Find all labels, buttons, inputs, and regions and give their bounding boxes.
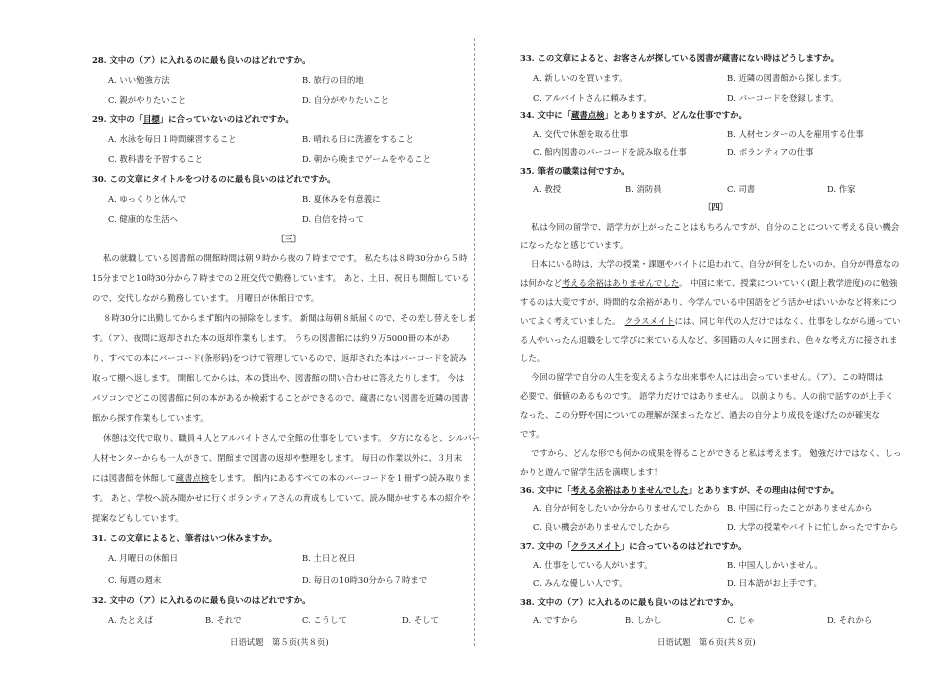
q30-option-d: D. 自信を持って bbox=[302, 214, 364, 224]
q35-option-c: C. 司書 bbox=[727, 184, 756, 194]
passage-line: ので、交代しながら勤務しています。 月曜日が休館日です。 bbox=[92, 293, 320, 303]
question-38-stem: 38. 文中の（ア）に入れるのに最も良いのはどれですか。 bbox=[520, 597, 739, 607]
q31-option-b: B. 土日と祝日 bbox=[302, 553, 356, 563]
q31-option-c: C. 毎週の週末 bbox=[108, 575, 162, 585]
q37-option-b: B. 中国人しかいません。 bbox=[727, 560, 823, 570]
q34-option-c: C. 館内図書のバーコードを読み取る仕事 bbox=[533, 147, 687, 157]
question-28-stem: 28. 文中の（ア）に入れるのに最も良いのはどれですか。 bbox=[92, 55, 311, 65]
passage-line: 提案などもしています。 bbox=[92, 513, 184, 523]
passage-line: なった、この分野や国についての理解が深まったなど、過去の自分より成長を遂げたのが確実な bbox=[520, 410, 880, 420]
passage-line: 日本にいる時は、大学の授業・課題やバイトに追われて、自分が何をしたいのか、自分が得意なの bbox=[531, 259, 900, 269]
passage-line: る人やいったん退職をして学びに来ている人など、多国籍の人々に囲まれ、色々な考え方に接されま bbox=[520, 335, 898, 345]
q28-option-d: D. 自分がやりたいこと bbox=[302, 95, 390, 105]
question-32-stem: 32. 文中の（ア）に入れるのに最も良いのはどれですか。 bbox=[92, 595, 311, 605]
passage-line: 必要で、価値のあるものです。 語学力だけではありません。 以前よりも、人の前で話すのが上手く bbox=[520, 391, 894, 401]
section-title-4: 〔四〕 bbox=[703, 202, 729, 212]
q35-option-d: D. 作家 bbox=[827, 184, 856, 194]
q36-option-d: D. 大学の授業やバイトに忙しかったですから bbox=[727, 522, 898, 532]
passage-line: いてよく考えていました。 クラスメイトには、同じ年代の人だけではなく、仕事をしながら通ってい bbox=[520, 316, 901, 326]
passage-line: 人材センターからも一人がきて、閉館まで図書の返却や整理をします。 毎日の作業以外に、３月末 bbox=[92, 453, 462, 463]
passage-line: 今回の留学で自分の人生を変えるような出来事や人には出会っていません。（ア）、この時間は bbox=[531, 372, 884, 382]
q28-option-b: B. 旅行の目的地 bbox=[302, 75, 364, 85]
q35-option-a: A. 教授 bbox=[533, 184, 562, 194]
q34-option-b: B. 人材センターの人を雇用する仕事 bbox=[727, 129, 864, 139]
question-36-stem: 36. 文中に「考える余裕はありませんでした」とありますが、その理由は何ですか。 bbox=[520, 485, 839, 495]
passage-line: 15分までと10時30分から７時までの２班交代で勤務しています。 あと、土日、祝日も開館している bbox=[92, 273, 470, 283]
passage-line: 休憩は交代で取り、職員４人とアルバイトさんで全館の仕事をしています。 夕方になると、シルバー bbox=[103, 433, 481, 443]
q32-option-d: D. そして bbox=[402, 615, 439, 625]
page-footer: 日语试题 第６页(共８页) bbox=[657, 637, 756, 647]
passage-line: は何かなど考える余裕はありませんでした。 中国に来て、授業についていく(跟上教学进度)のに勉強 bbox=[520, 278, 898, 288]
q36-option-a: A. 自分が何をしたいか分からりませんでしたから bbox=[533, 503, 721, 513]
passage-line: するのは大変ですが、時間的な余裕があり、今学んでいる中国語をどう活かせばいいかなど将来につ bbox=[520, 297, 897, 307]
q35-option-b: B. 消防員 bbox=[625, 184, 662, 194]
q36-option-b: B. 中国に行ったことがありませんから bbox=[727, 503, 873, 513]
question-31-stem: 31. この文章によると、筆者はいつ休みますか。 bbox=[92, 533, 277, 543]
q34-option-d: D. ボランティアの仕事 bbox=[727, 147, 814, 157]
underlined-term: 蔵書点検 bbox=[571, 110, 605, 120]
q33-option-a: A. 新しいのを買います。 bbox=[533, 73, 628, 83]
passage-line: です。 bbox=[520, 429, 545, 439]
passage-line: り、すべての本にバーコード(条形码)をつけて管理しているので、返却された本はバーコードを読み bbox=[92, 353, 467, 363]
q38-option-b: B. しかし bbox=[625, 615, 662, 625]
passage-line: になったなと感じています。 bbox=[520, 240, 629, 250]
q36-option-c: C. 良い機会がありませんでしたから bbox=[533, 522, 671, 532]
q33-option-b: B. 近隣の図書館から探します。 bbox=[727, 73, 847, 83]
right-page bbox=[475, 0, 950, 688]
q34-option-a: A. 交代で休憩を取る仕事 bbox=[533, 129, 629, 139]
passage-line: 私の就職している図書館の開館時間は朝９時から夜の７時までです。 私たちは８時30分から５時 bbox=[103, 253, 468, 263]
q28-option-c: C. 親がやりたいこと bbox=[108, 95, 187, 105]
passage-line: 館から探す作業もしています。 bbox=[92, 413, 209, 423]
q29-option-c: C. 教科書を予習すること bbox=[108, 154, 204, 164]
passage-line: ですから、どんな形でも何かの成果を得ることができると私は考えます。 勉強だけではなく、しっ bbox=[531, 448, 902, 458]
q32-option-b: B. それで bbox=[205, 615, 242, 625]
q30-option-b: B. 夏休みを有意義に bbox=[302, 194, 381, 204]
question-34-stem: 34. 文中に「蔵書点検」とありますが、どんな仕事ですか。 bbox=[520, 110, 747, 120]
passage-line: す。（ア）、夜間に返却された本の返却作業もします。 うちの図書館には約９万5000冊の本があ bbox=[92, 333, 450, 343]
underlined-term: クラスメイト bbox=[571, 541, 621, 551]
question-37-stem: 37. 文中の「クラスメイト」に合っているのはどれですか。 bbox=[520, 541, 747, 551]
q28-option-a: A. いい勉強方法 bbox=[108, 75, 170, 85]
q31-option-d: D. 毎日の10時30分から７時まで bbox=[302, 575, 428, 585]
underlined-term: 蔵書点検 bbox=[175, 473, 210, 483]
underlined-term: 考える余裕はありませんでした bbox=[571, 485, 689, 495]
q29-option-d: D. 朝から晩までゲームをやること bbox=[302, 154, 431, 164]
q30-option-a: A. ゆっくりと休んで bbox=[108, 194, 187, 204]
q30-option-c: C. 健康的な生活へ bbox=[108, 214, 179, 224]
q38-option-a: A. ですから bbox=[533, 615, 578, 625]
passage-line: には図書館を休館して蔵書点検をします。 館内にあるすべての本のバーコードを１冊ずつ読み取りま bbox=[92, 473, 471, 483]
passage-line: 取って棚へ返します。 開館してからは、本の貸出や、図書館の問い合わせに答えたりします。 今は bbox=[92, 373, 465, 383]
question-30-stem: 30. この文章にタイトルをつけるのに最も良いのはどれですか。 bbox=[92, 174, 336, 184]
passage-line: す。 あと、学校へ読み聞かせに行くボランティアさんの育成もしていて、読み聞かせする本の紹介や bbox=[92, 493, 471, 503]
q29-option-b: B. 晴れる日に洗濯をすること bbox=[302, 134, 414, 144]
underlined-term: 目標 bbox=[143, 114, 160, 124]
q38-option-d: D. それから bbox=[827, 615, 873, 625]
page-footer: 日语试题 第５页(共８页) bbox=[230, 637, 329, 647]
passage-line: した。 bbox=[520, 353, 546, 363]
passage-line: パソコンでどこの図書館に何の本があるか検索することができるので、蔵書にない図書を近隣の図書 bbox=[92, 393, 469, 403]
passage-line: かりと遊んで留学生活を満喫します！ bbox=[520, 467, 663, 477]
q37-option-c: C. みんな優しい人です。 bbox=[533, 578, 628, 588]
question-33-stem: 33. この文章によると、お客さんが探している図書が蔵書にない時はどうしますか。 bbox=[520, 53, 839, 63]
question-35-stem: 35. 筆者の職業は何ですか。 bbox=[520, 166, 630, 176]
q32-option-a: A. たとえば bbox=[108, 615, 153, 625]
q33-option-c: C. アルバイトさんに頼みます。 bbox=[533, 93, 652, 103]
passage-line: 私は今回の留学で、語学力が上がったことはもちろんですが、自分のことについて考える良い機会 bbox=[531, 222, 900, 232]
q37-option-a: A. 仕事をしている人がいます。 bbox=[533, 560, 653, 570]
section-title-3: 〔三〕 bbox=[276, 234, 302, 244]
question-29-stem: 29. 文中の「目標」に合っていないのはどれですか。 bbox=[92, 114, 294, 124]
q31-option-a: A. 月曜日の休館日 bbox=[108, 553, 178, 563]
underlined-term: クラスメイト bbox=[624, 316, 675, 326]
q33-option-d: D. バーコードを登録します。 bbox=[727, 93, 839, 103]
underlined-term: 考える余裕はありませんでした bbox=[561, 278, 680, 288]
q37-option-d: D. 日本語がお上手です。 bbox=[727, 578, 822, 588]
q32-option-c: C. こうして bbox=[302, 615, 347, 625]
q29-option-a: A. 水泳を毎日１時間練習すること bbox=[108, 134, 237, 144]
passage-line: ８時30分に出勤してからまず館内の掃除をします。 新聞は毎朝８紙届くので、その差し替えをしま bbox=[103, 313, 476, 323]
q38-option-c: C. じゃ bbox=[727, 615, 756, 625]
